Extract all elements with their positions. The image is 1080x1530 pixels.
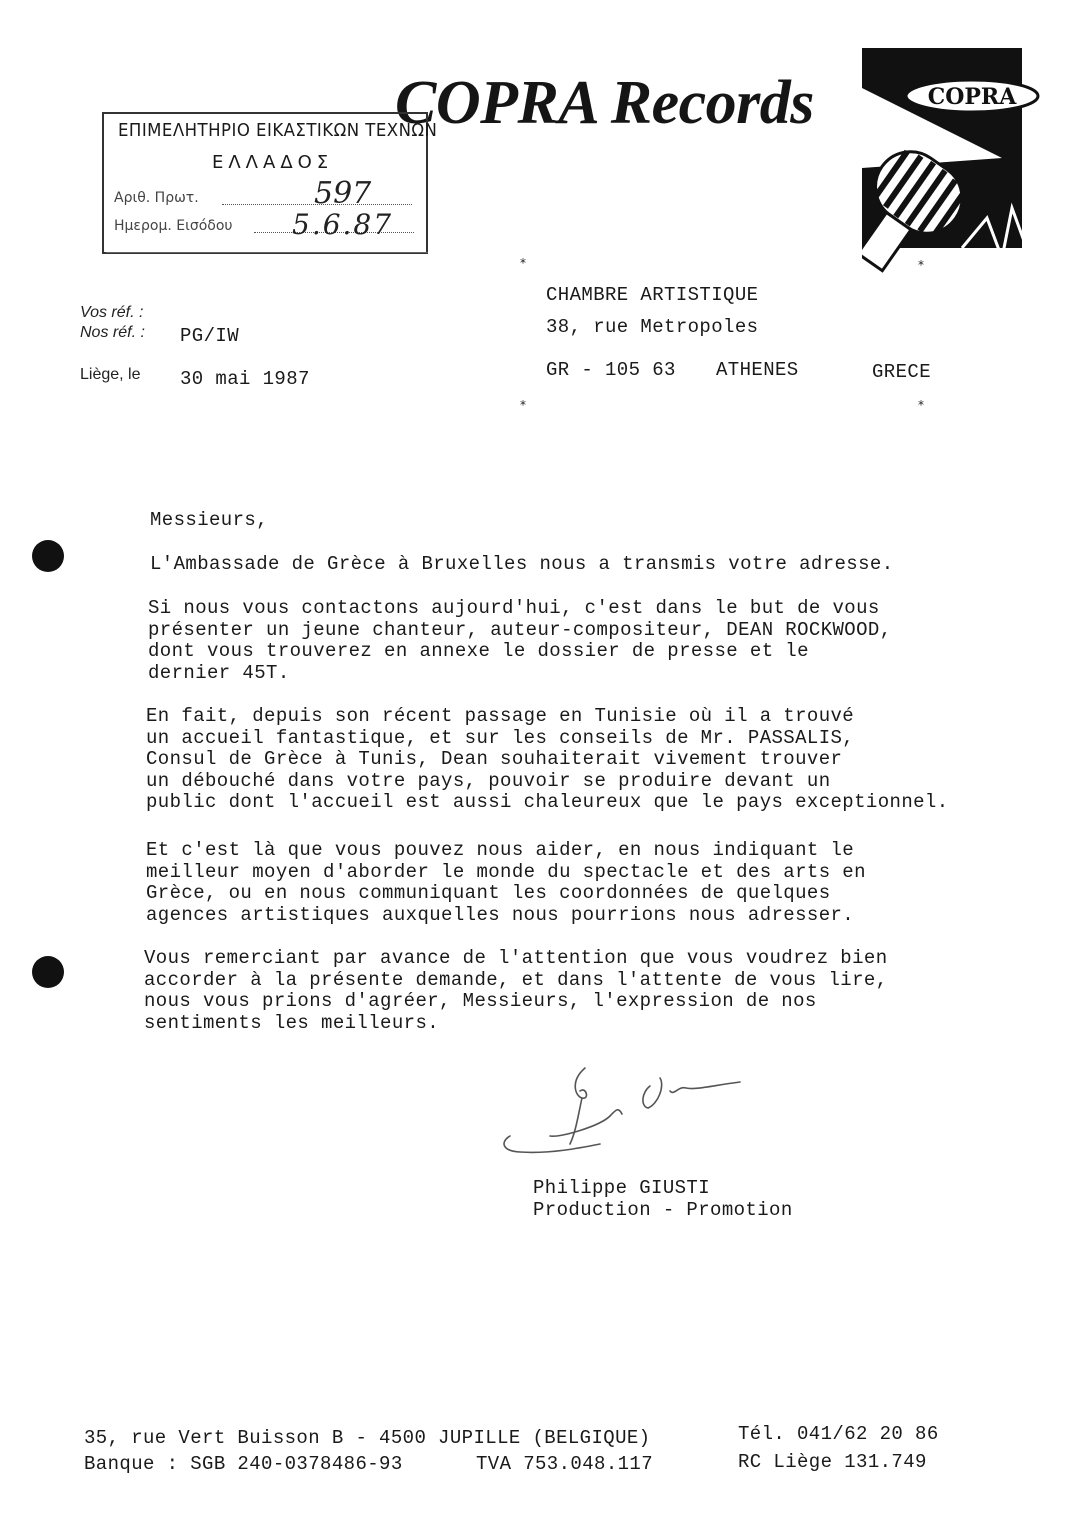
logo-text: COPRA bbox=[927, 84, 1017, 110]
punch-hole bbox=[32, 540, 64, 572]
place-label: Liège, le bbox=[80, 366, 141, 383]
stamp-edge bbox=[106, 252, 428, 253]
nos-ref-value: PG/IW bbox=[180, 325, 240, 347]
footer-bank: Banque : SGB 240-0378486-93 bbox=[84, 1453, 403, 1475]
recipient-city: ATHENES bbox=[716, 359, 799, 381]
paragraph: Vous remerciant par avance de l'attention que vous voudrez bien accorder à la présente demande, et dans l'attente de vous lire, nous vous prions d'agréer, Messieurs, l'expression de nos sentiments les meilleurs. bbox=[144, 947, 888, 1034]
footer-rc: RC Liège 131.749 bbox=[738, 1451, 927, 1473]
stamp-field-2-label: Ημερομ. Εισόδου bbox=[114, 218, 233, 234]
stamp-field-1-label: Αριθ. Πρωτ. bbox=[114, 190, 199, 206]
footer-vat: TVA 753.048.117 bbox=[476, 1453, 654, 1475]
stamp-line-2: ΕΛΛΑΔΟΣ bbox=[212, 152, 334, 173]
recipient-street: 38, rue Metropoles bbox=[546, 316, 759, 338]
microphone-logo-icon bbox=[862, 48, 1042, 273]
vos-ref-label: Vos réf. : bbox=[80, 304, 144, 321]
signatory-title: Production - Promotion bbox=[533, 1199, 793, 1221]
handwritten-signature bbox=[490, 1056, 760, 1166]
address-mark: * bbox=[520, 398, 526, 412]
footer-address: 35, rue Vert Buisson B - 4500 JUPILLE (BELGIQUE) bbox=[84, 1427, 651, 1449]
paragraph: En fait, depuis son récent passage en Tunisie où il a trouvé un accueil fantastique, et sur les conseils de Mr. PASSALIS, Consul de Grèce à Tunis, Dean souhaiterait vivement trouver un débouché dans votre pays, pouvoir se produire devant un public dont l'accueil est aussi chaleureux que le pays exceptionnel. bbox=[146, 705, 949, 813]
paragraph: Et c'est là que vous pouvez nous aider, en nous indiquant le meilleur moyen d'aborder le monde du spectacle et des arts en Grèce, ou en nous communiquant les coordonnées de quelques agences artistiques auxquelles nous pourrions nous adresser. bbox=[146, 839, 866, 926]
stamp-field-1-value: 597 bbox=[314, 176, 372, 211]
nos-ref-label: Nos réf. : bbox=[80, 324, 145, 341]
punch-hole bbox=[32, 956, 64, 988]
stamp-field-2-value: 5.6.87 bbox=[292, 208, 394, 241]
address-mark: * bbox=[918, 398, 924, 412]
registration-stamp bbox=[102, 112, 438, 254]
address-mark: * bbox=[918, 258, 924, 272]
salutation: Messieurs, bbox=[150, 509, 269, 531]
footer-phone: Tél. 041/62 20 86 bbox=[738, 1423, 939, 1445]
paragraph: Si nous vous contactons aujourd'hui, c'est dans le but de vous présenter un jeune chanteur, auteur-compositeur, DEAN ROCKWOOD, dont vous trouverez en annexe le dossier de presse et le dernier 45T. bbox=[148, 597, 892, 684]
company-name: COPRA Records bbox=[395, 69, 814, 137]
recipient-country: GRECE bbox=[872, 361, 932, 383]
stamp-line-1: ΕΠΙΜΕΛΗΤΗΡΙΟ ΕΙΚΑΣΤΙΚΩΝ ΤΕΧΝΩΝ bbox=[118, 120, 438, 141]
letter-date: 30 mai 1987 bbox=[180, 368, 310, 390]
address-mark: * bbox=[520, 256, 526, 270]
signatory-name: Philippe GIUSTI bbox=[533, 1177, 711, 1199]
recipient-name: CHAMBRE ARTISTIQUE bbox=[546, 284, 759, 306]
paragraph: L'Ambassade de Grèce à Bruxelles nous a transmis votre adresse. bbox=[150, 553, 894, 575]
recipient-postal: GR - 105 63 bbox=[546, 359, 676, 381]
